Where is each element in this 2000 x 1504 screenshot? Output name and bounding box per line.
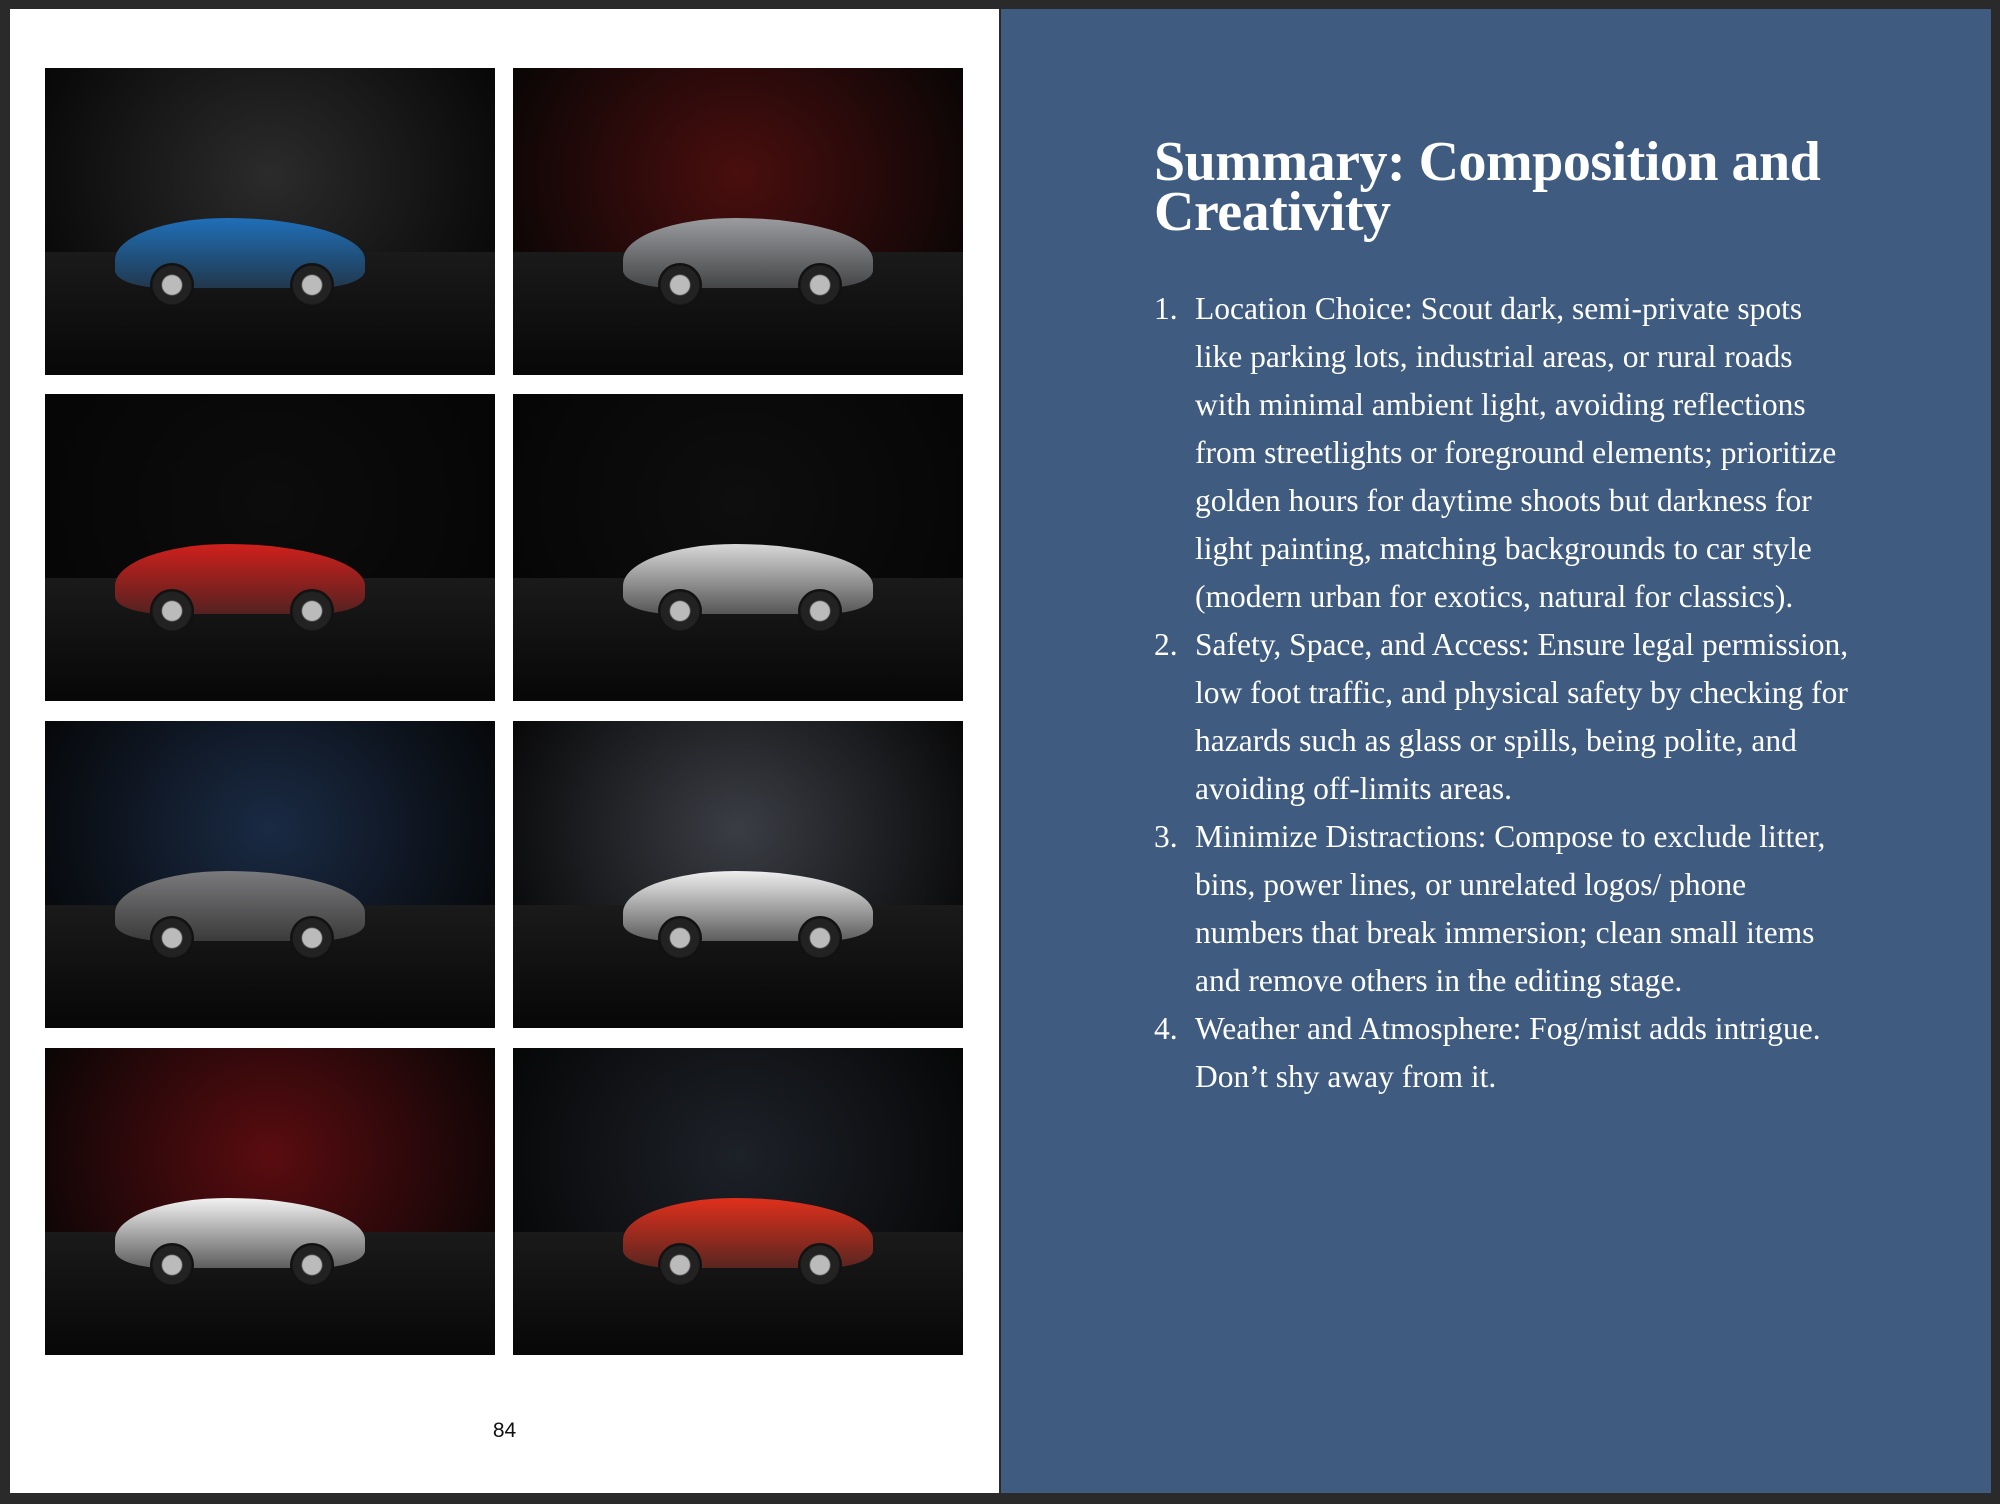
list-item: [1154, 813, 1854, 1005]
wheel-icon: [798, 1243, 842, 1287]
car-photo: [513, 394, 963, 701]
item-text: Weather and Atmosphere: Fog/mist adds intrigue. Don’t shy away from it.: [1195, 1011, 1821, 1094]
summary-list: [1154, 285, 1854, 1101]
wheel-icon: [150, 916, 194, 960]
list-item: [1154, 1005, 1854, 1101]
car-photo: [45, 1048, 495, 1355]
wheel-icon: [798, 589, 842, 633]
car-photo: [513, 68, 963, 375]
left-page: [10, 9, 999, 1493]
item-text: Location Choice: Scout dark, semi-private spots like parking lots, industrial areas, or rural roads with minimal ambient light, avoiding reflections from streetlights or foreground elements; prioritize golden hours for daytime shoots but darkness for light painting, matching backgrounds to car style (modern urban for exotics, natural for classics).: [1195, 291, 1837, 614]
item-text: Safety, Space, and Access: Ensure legal permission, low foot traffic, and physical safety by checking for hazards such as glass or spills, being polite, and avoiding off-limits areas.: [1195, 627, 1849, 806]
right-page: [1001, 9, 1991, 1493]
car-photo: [513, 721, 963, 1028]
item-text: Minimize Distractions: Compose to exclude litter, bins, power lines, or unrelated logos/ phone numbers that break immersion; clean small items and remove others in the editing stage.: [1195, 819, 1826, 998]
wheel-icon: [798, 263, 842, 307]
item-number: 3.: [1154, 819, 1178, 854]
car-photo: [45, 394, 495, 701]
list-item: [1154, 621, 1854, 813]
item-number: 2.: [1154, 627, 1178, 662]
wheel-icon: [658, 1243, 702, 1287]
wheel-icon: [658, 263, 702, 307]
wheel-icon: [150, 589, 194, 633]
page-number: 84: [492, 1419, 517, 1442]
list-item: [1154, 285, 1854, 621]
wheel-icon: [290, 263, 334, 307]
wheel-icon: [658, 589, 702, 633]
page-title: Summary: Composition and Creativity: [1154, 131, 1821, 243]
wheel-icon: [150, 263, 194, 307]
item-number: 4.: [1154, 1011, 1178, 1046]
item-number: 1.: [1154, 291, 1178, 326]
wheel-icon: [798, 916, 842, 960]
car-photo: [45, 721, 495, 1028]
wheel-icon: [290, 1243, 334, 1287]
wheel-icon: [658, 916, 702, 960]
wheel-icon: [290, 916, 334, 960]
wheel-icon: [290, 589, 334, 633]
car-photo: [513, 1048, 963, 1355]
car-photo: [45, 68, 495, 375]
wheel-icon: [150, 1243, 194, 1287]
